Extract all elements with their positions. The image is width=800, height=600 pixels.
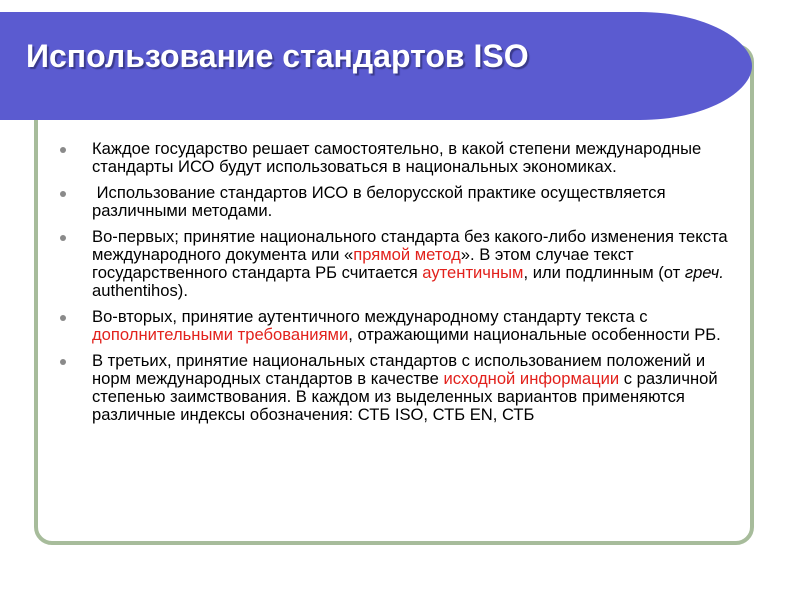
bullet-item — [58, 140, 738, 176]
italic-term: греч. — [684, 263, 724, 282]
bullet-text: Использование стандартов ИСО в белорусской практике осуществляется различными методами. — [92, 183, 671, 220]
bullet-text: , отражающими национальные особенности РБ. — [348, 325, 721, 344]
bullet-text: Во-вторых, принятие аутентичного международному стандарту текста с — [92, 307, 648, 326]
highlight-term: дополнительными требованиями — [92, 325, 349, 344]
bullet-text: В третьих, принятие национальных стандартов с использованием положений и норм международных стандартов в качестве — [92, 351, 706, 388]
bullet-icon — [60, 147, 66, 153]
bullet-icon — [60, 191, 66, 197]
bullet-item — [58, 308, 738, 344]
bullet-text: authentihos). — [92, 281, 188, 300]
bullet-text: ». В этом случае текст государственного стандарта РБ считается — [92, 245, 634, 282]
bullet-text: , или подлинным (от — [523, 263, 685, 282]
bullet-text: с различной степенью заимствования. В каждом из выделенных вариантов применяются различные индексы обозначения: СТБ ISO, СТБ EN, СТБ — [92, 369, 718, 424]
highlight-term: аутентичным — [422, 263, 524, 282]
bullet-item — [58, 352, 738, 424]
highlight-term: исходной информации — [443, 369, 620, 388]
bullet-item — [58, 228, 738, 300]
slide-title: Использование стандартов ISO — [26, 38, 529, 74]
bullet-icon — [60, 235, 66, 241]
bullet-list — [58, 140, 738, 432]
bullet-icon — [60, 315, 66, 321]
bullet-text: Каждое государство решает самостоятельно, в какой степени международные стандарты ИСО будут использоваться в национальных экономиках. — [92, 139, 702, 176]
bullet-item — [58, 184, 738, 220]
bullet-icon — [60, 359, 66, 365]
bullet-text: Во-первых; принятие национального стандарта без какого-либо изменения текста международного документа или « — [92, 227, 728, 264]
highlight-term: прямой метод — [353, 245, 461, 264]
